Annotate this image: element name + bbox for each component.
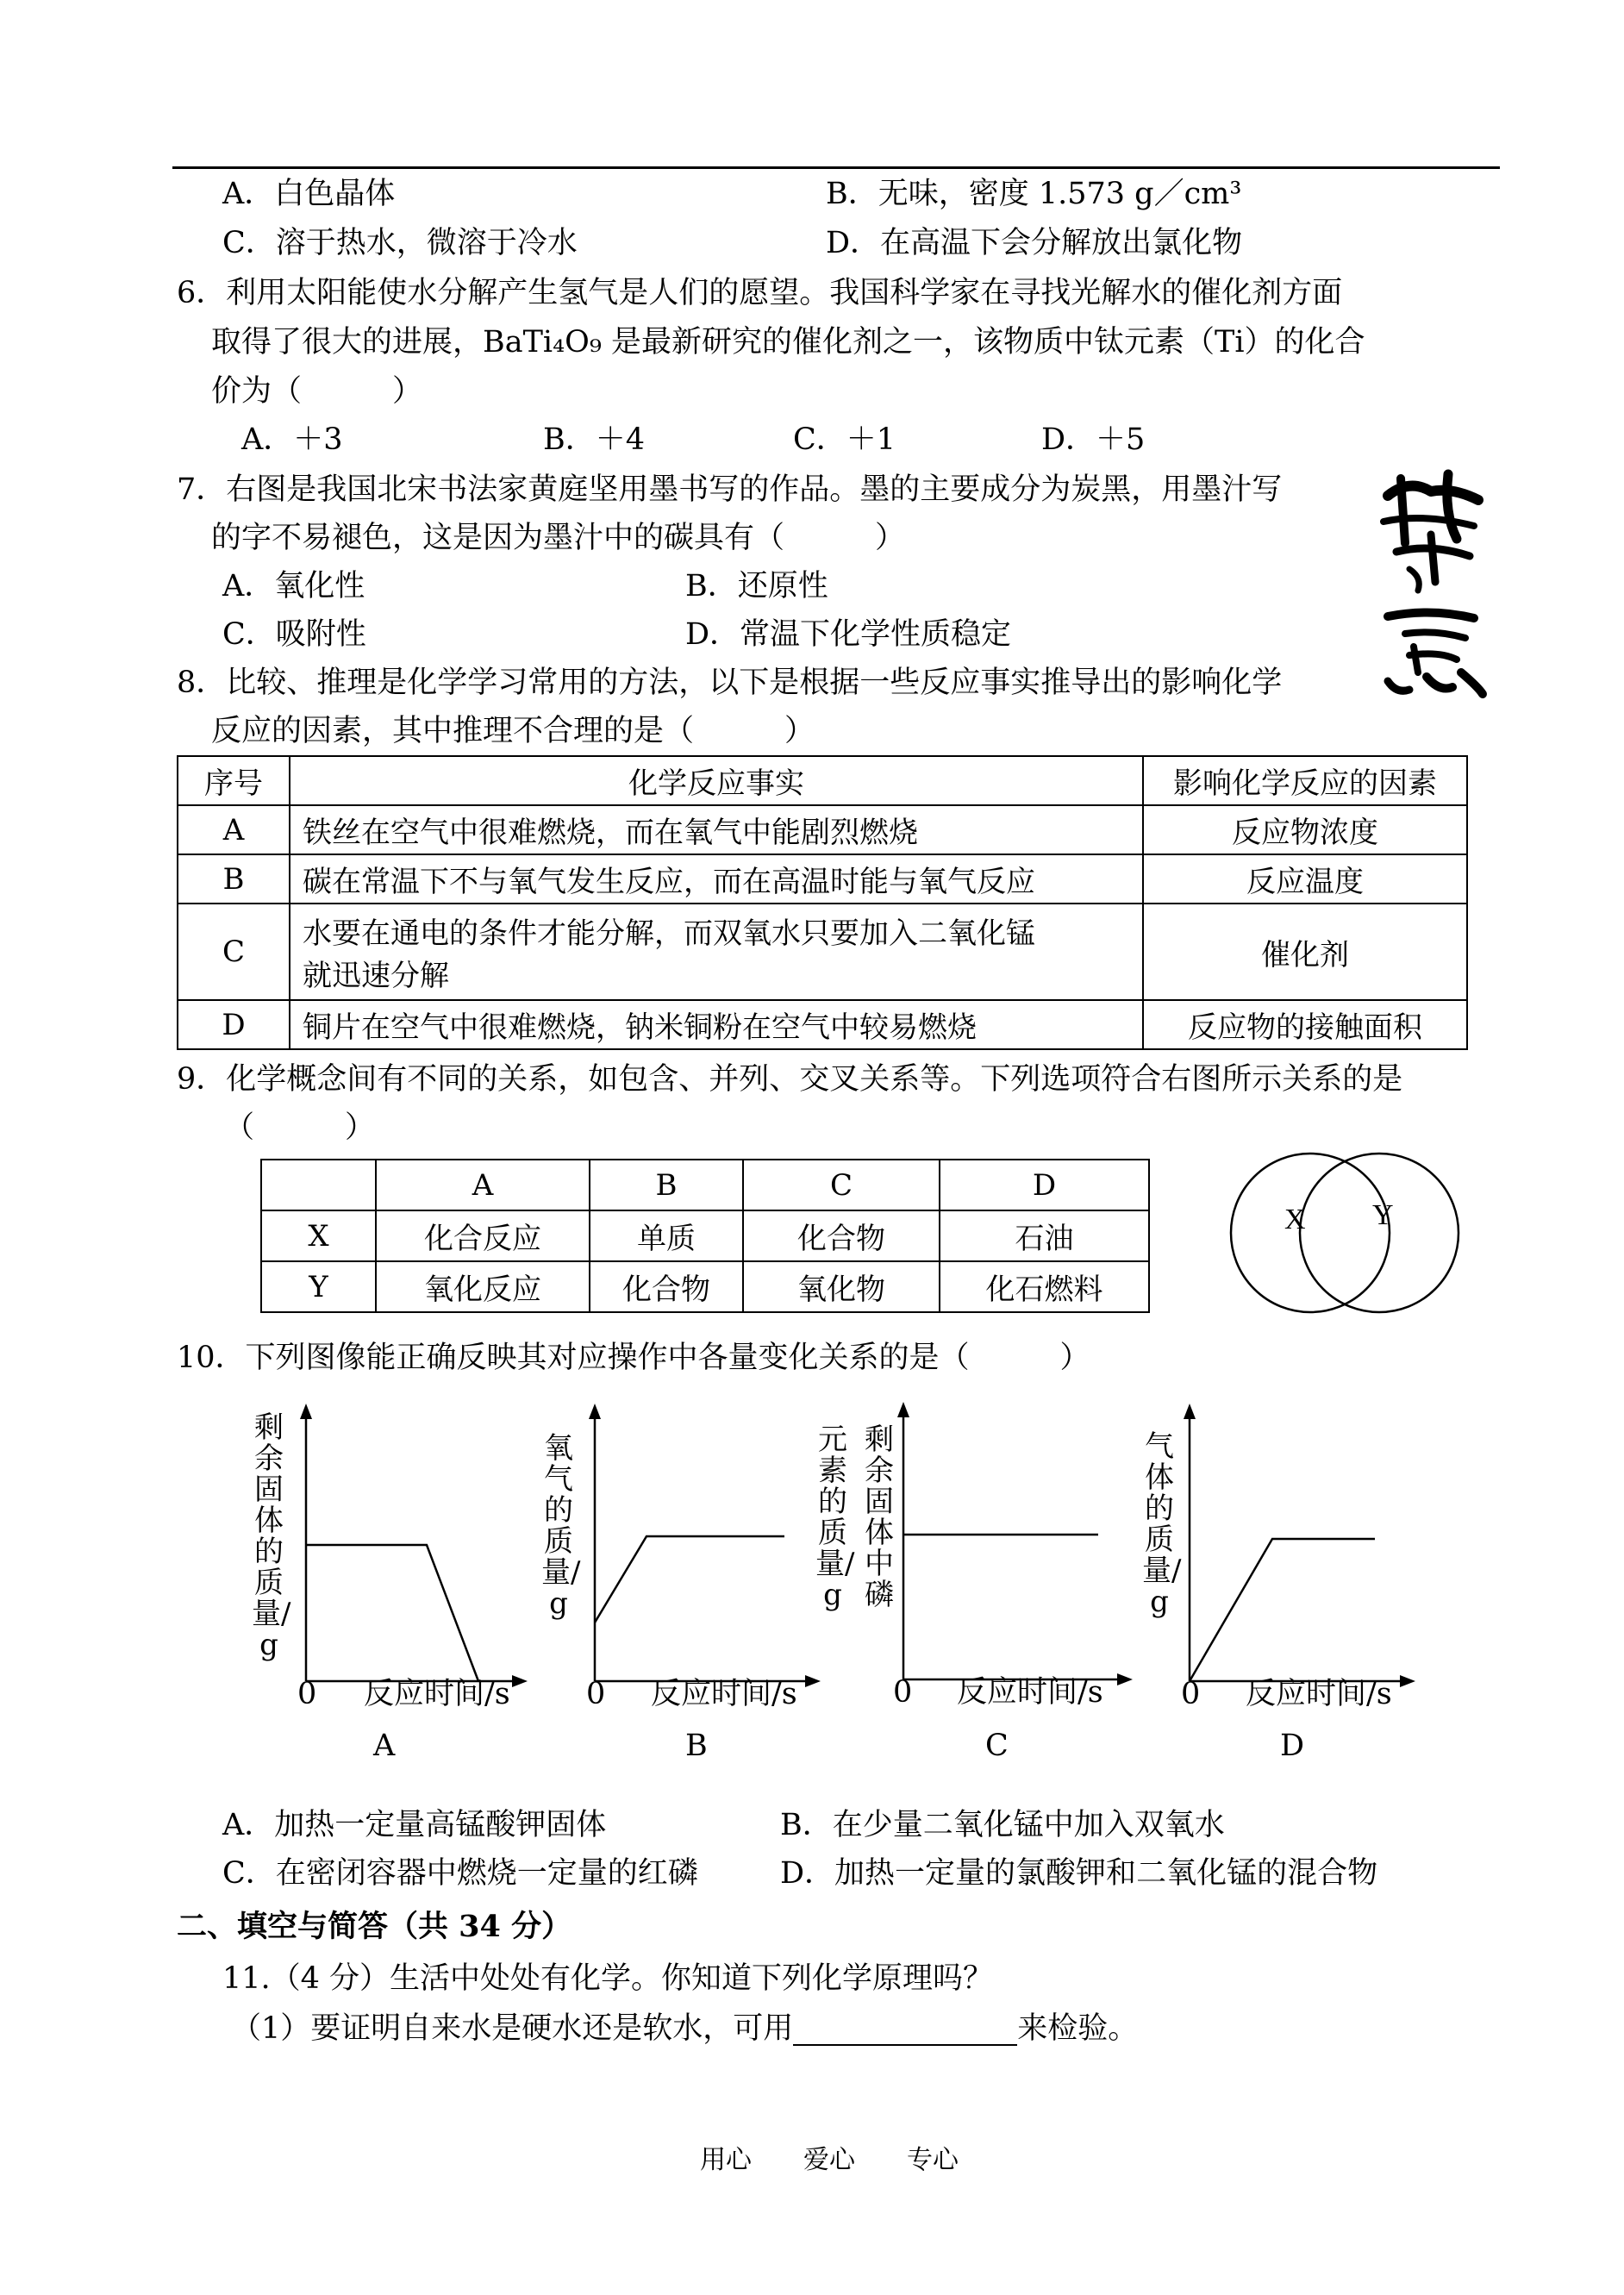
q7-line-2: 的字不易褪色，这是因为墨汁中的碳具有（ ） [211,521,906,555]
table-cell: D [178,1000,290,1049]
q7-option-b: B．还原性 [685,569,828,603]
q11-part-1 [231,2011,1138,2046]
q6-line-2: 取得了很大的进展，BaTi₄O₉ 是最新研究的催化剂之一，该物质中钛元素（Ti）的化合 [211,325,1365,360]
graph-d-origin: 0 [1181,1677,1201,1711]
table-cell [290,904,1143,1000]
q11-line: 11.（4 分）生活中处处有化学。你知道下列化学原理吗？ [222,1961,994,1996]
graph-c [853,1395,1146,1697]
graph-c-ylabel-2: 剩余固体中磷 [865,1423,894,1612]
graph-c-letter: C [985,1729,1009,1763]
graph-a-letter: A [373,1729,396,1763]
q5-option-a: A．白色晶体 [222,177,396,211]
q7-option-c: C．吸附性 [222,617,366,652]
q5-option-b: B．无味，密度 1.573 g／cm³ [826,177,1242,211]
table-cell: C [178,904,290,1000]
venn-label-x: X [1284,1204,1306,1235]
table-cell: 催化剂 [1143,904,1467,1000]
venn-label-y: Y [1372,1199,1394,1231]
table-cell: 铜片在空气中很难燃烧，钠米铜粉在空气中较易燃烧 [290,1000,1143,1049]
q6-option-c: C．＋1 [793,422,896,457]
table-cell: 氧化物 [743,1261,940,1312]
table-row [178,904,1467,1000]
q10-option-b: B．在少量二氧化锰中加入双氧水 [780,1808,1225,1842]
table-cell: 碳在常温下不与氧气发生反应，而在高温时能与氧气反应 [290,854,1143,904]
graph-d-ylabel: 气体的质量/g [1142,1429,1182,1619]
q8-line-2: 反应的因素，其中推理不合理的是（ ） [211,714,815,748]
q9-table [260,1159,1150,1313]
graph-b-origin: 0 [586,1677,606,1711]
table-cell: A [178,805,290,854]
page-footer: 用心 爱心 专心 [700,2145,959,2175]
calligraphy-image [1371,461,1491,703]
graph-a-ylabel: 剩余固体的质量/g [252,1410,291,1662]
graph-d [1155,1397,1431,1698]
graph-c-xlabel: 反应时间/s [957,1675,1103,1710]
table-cell: 反应物的接触面积 [1143,1000,1467,1049]
q6-option-b: B．＋4 [543,422,645,457]
table-row [178,854,1467,904]
q10-option-a: A．加热一定量高锰酸钾固体 [222,1808,607,1842]
table-header: A [376,1160,590,1210]
table-header-row [178,756,1467,805]
table-cell: 反应物浓度 [1143,805,1467,854]
table-row [178,805,1467,854]
graph-b-ylabel: 氧气的质量/g [541,1431,581,1621]
table-cell: X [261,1210,376,1261]
graph-b [552,1397,828,1698]
q10-option-c: C．在密闭容器中燃烧一定量的红磷 [222,1856,698,1891]
answer-blank[interactable] [793,2015,1017,2046]
graph-b-letter: B [685,1729,708,1763]
table-cell: 反应温度 [1143,854,1467,904]
top-rule [172,166,1500,169]
q5-option-c: C．溶于热水，微溶于冷水 [222,226,578,260]
q7-option-d: D．常温下化学性质稳定 [685,617,1012,652]
table-row [178,1000,1467,1049]
venn-circle-x [1231,1154,1390,1312]
graph-a-xlabel: 反应时间/s [364,1677,510,1711]
table-cell: 单质 [590,1210,743,1261]
q10-line-1: 10．下列图像能正确反映其对应操作中各量变化关系的是（ ） [177,1341,1090,1375]
table-cell: 化石燃料 [940,1261,1149,1312]
q11-part-1-text: （1）要证明自来水是硬水还是软水，可用 [231,2011,794,2046]
q6-line-1: 6．利用太阳能使水分解产生氢气是人们的愿望。我国科学家在寻找光解水的催化剂方面 [177,276,1343,310]
table-header [261,1160,376,1210]
q8-line-1: 8．比较、推理是化学学习常用的方法，以下是根据一些反应事实推导出的影响化学 [177,666,1283,700]
q8-table [177,755,1468,1050]
table-header: C [743,1160,940,1210]
graph-d-letter: D [1280,1729,1305,1763]
table-header: 化学反应事实 [290,756,1143,805]
graph-a-origin: 0 [297,1677,317,1711]
q6-line-3: 价为（ ） [211,374,423,409]
venn-diagram [1224,1147,1465,1319]
table-header: 序号 [178,756,290,805]
table-cell: 化合物 [743,1210,940,1261]
table-cell: 化合反应 [376,1210,590,1261]
q7-line-1: 7．右图是我国北宋书法家黄庭坚用墨书写的作品。墨的主要成分为炭黑，用墨汁写 [177,472,1283,507]
q6-option-d: D．＋5 [1041,422,1146,457]
cell-line-2: 就迅速分解 [303,959,449,993]
table-cell: Y [261,1261,376,1312]
table-row [261,1261,1149,1312]
table-row [261,1210,1149,1261]
q6-option-a: A．＋3 [241,422,343,457]
q9-line-2: （ ） [224,1110,376,1145]
table-cell: 化合物 [590,1261,743,1312]
table-cell: 氧化反应 [376,1261,590,1312]
graph-a [259,1397,534,1698]
graph-d-xlabel: 反应时间/s [1246,1677,1392,1711]
q9-line-1: 9．化学概念间有不同的关系，如包含、并列、交叉关系等。下列选项符合右图所示关系的是 [177,1062,1403,1097]
q11-part-1-tail: 来检验。 [1017,2011,1139,2046]
table-header: D [940,1160,1149,1210]
cell-line-1: 水要在通电的条件才能分解，而双氧水只要加入二氧化锰 [303,916,1035,951]
graph-c-origin: 0 [893,1675,913,1710]
graph-c-ylabel-1: 元素的质量/g [815,1423,855,1612]
table-header-row [261,1160,1149,1210]
q10-option-d: D．加热一定量的氯酸钾和二氧化锰的混合物 [780,1856,1378,1891]
q5-option-d: D．在高温下会分解放出氯化物 [826,226,1243,260]
table-cell: 石油 [940,1210,1149,1261]
table-header: B [590,1160,743,1210]
section-title: 二、填空与简答（共 34 分） [177,1909,572,1944]
venn-circle-y [1300,1154,1458,1312]
table-header: 影响化学反应的因素 [1143,756,1467,805]
graph-b-xlabel: 反应时间/s [651,1677,797,1711]
table-cell: 铁丝在空气中很难燃烧，而在氧气中能剧烈燃烧 [290,805,1143,854]
q7-option-a: A．氧化性 [222,569,365,603]
table-cell: B [178,854,290,904]
